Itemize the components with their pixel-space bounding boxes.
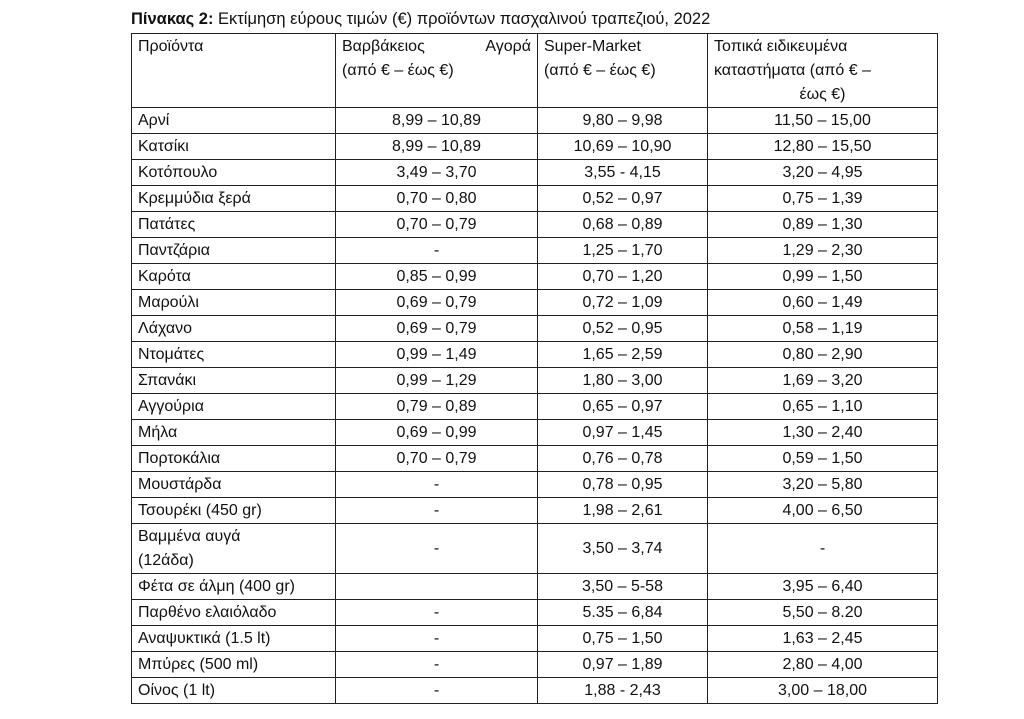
cell-product: Μήλα bbox=[132, 420, 336, 446]
cell-local: 1,63 – 2,45 bbox=[708, 626, 938, 652]
cell-super: 0,76 – 0,78 bbox=[538, 446, 708, 472]
header-local bbox=[708, 34, 938, 108]
header-market-line1: Βαρβάκειος Αγορά bbox=[342, 38, 531, 55]
cell-local: 1,30 – 2,40 bbox=[708, 420, 938, 446]
cell-product: Παντζάρια bbox=[132, 238, 336, 264]
header-row bbox=[132, 34, 938, 108]
cell-super: 0,52 – 0,97 bbox=[538, 186, 708, 212]
cell-product bbox=[132, 524, 336, 574]
cell-local: 3,20 – 5,80 bbox=[708, 472, 938, 498]
cell-super: 0,72 – 1,09 bbox=[538, 290, 708, 316]
table-row bbox=[132, 420, 938, 446]
cell-local: 0,58 – 1,19 bbox=[708, 316, 938, 342]
cell-super: 1,25 – 1,70 bbox=[538, 238, 708, 264]
cell-market: 0,85 – 0,99 bbox=[336, 264, 538, 290]
cell-product: Καρότα bbox=[132, 264, 336, 290]
cell-market: - bbox=[336, 652, 538, 678]
table-row bbox=[132, 524, 938, 574]
cell-product: Αρνί bbox=[132, 108, 336, 134]
cell-market: - bbox=[336, 626, 538, 652]
cell-super: 1,98 – 2,61 bbox=[538, 498, 708, 524]
header-product-label: Προϊόντα bbox=[138, 38, 204, 55]
table-row bbox=[132, 290, 938, 316]
header-super-line2: (από € – έως €) bbox=[544, 62, 656, 79]
cell-product: Μουστάρδα bbox=[132, 472, 336, 498]
cell-local: 3,95 – 6,40 bbox=[708, 574, 938, 600]
cell-super: 0,97 – 1,45 bbox=[538, 420, 708, 446]
cell-product: Σπανάκι bbox=[132, 368, 336, 394]
cell-market: 0,70 – 0,79 bbox=[336, 212, 538, 238]
table-row bbox=[132, 134, 938, 160]
cell-product: Λάχανο bbox=[132, 316, 336, 342]
cell-product: Οίνος (1 lt) bbox=[132, 678, 336, 704]
cell-local: 2,80 – 4,00 bbox=[708, 652, 938, 678]
cell-product: Φέτα σε άλμη (400 gr) bbox=[132, 574, 336, 600]
cell-product-line1: Βαμμένα αυγά bbox=[138, 528, 241, 545]
table-row bbox=[132, 368, 938, 394]
cell-market: - bbox=[336, 524, 538, 574]
cell-super: 1,65 – 2,59 bbox=[538, 342, 708, 368]
table-row bbox=[132, 446, 938, 472]
cell-local: 1,69 – 3,20 bbox=[708, 368, 938, 394]
cell-market: - bbox=[336, 498, 538, 524]
cell-product: Παρθένο ελαιόλαδο bbox=[132, 600, 336, 626]
table-row bbox=[132, 264, 938, 290]
table-row bbox=[132, 600, 938, 626]
cell-market: - bbox=[336, 678, 538, 704]
header-super-line1: Super-Market bbox=[544, 38, 641, 55]
cell-super: 0,70 – 1,20 bbox=[538, 264, 708, 290]
table-row bbox=[132, 108, 938, 134]
table-row bbox=[132, 316, 938, 342]
header-market bbox=[336, 34, 538, 108]
header-super bbox=[538, 34, 708, 108]
cell-local: 0,75 – 1,39 bbox=[708, 186, 938, 212]
cell-local: 0,65 – 1,10 bbox=[708, 394, 938, 420]
cell-local: 1,29 – 2,30 bbox=[708, 238, 938, 264]
cell-market: 8,99 – 10,89 bbox=[336, 108, 538, 134]
table-row bbox=[132, 498, 938, 524]
cell-super: 5.35 – 6,84 bbox=[538, 600, 708, 626]
table-row bbox=[132, 186, 938, 212]
cell-market: 0,70 – 0,80 bbox=[336, 186, 538, 212]
price-table bbox=[131, 33, 938, 704]
table-row bbox=[132, 238, 938, 264]
cell-market: 0,99 – 1,29 bbox=[336, 368, 538, 394]
cell-market: 0,99 – 1,49 bbox=[336, 342, 538, 368]
cell-market: 0,69 – 0,79 bbox=[336, 290, 538, 316]
cell-super: 0,68 – 0,89 bbox=[538, 212, 708, 238]
table-row bbox=[132, 626, 938, 652]
cell-product: Αναψυκτικά (1.5 lt) bbox=[132, 626, 336, 652]
cell-local: 4,00 – 6,50 bbox=[708, 498, 938, 524]
cell-market: - bbox=[336, 472, 538, 498]
cell-super: 0,97 – 1,89 bbox=[538, 652, 708, 678]
cell-super: 1,88 - 2,43 bbox=[538, 678, 708, 704]
cell-market: 8,99 – 10,89 bbox=[336, 134, 538, 160]
cell-local: 11,50 – 15,00 bbox=[708, 108, 938, 134]
cell-market: 0,79 – 0,89 bbox=[336, 394, 538, 420]
cell-local: 0,99 – 1,50 bbox=[708, 264, 938, 290]
table-row bbox=[132, 574, 938, 600]
table-row bbox=[132, 678, 938, 704]
cell-market: - bbox=[336, 600, 538, 626]
cell-local: 12,80 – 15,50 bbox=[708, 134, 938, 160]
table-row bbox=[132, 472, 938, 498]
cell-local: 3,00 – 18,00 bbox=[708, 678, 938, 704]
cell-market: 0,70 – 0,79 bbox=[336, 446, 538, 472]
cell-market: 3,49 – 3,70 bbox=[336, 160, 538, 186]
cell-product: Ντομάτες bbox=[132, 342, 336, 368]
table-row bbox=[132, 342, 938, 368]
cell-super: 0,78 – 0,95 bbox=[538, 472, 708, 498]
cell-product: Τσουρέκι (450 gr) bbox=[132, 498, 336, 524]
header-local-line1: Τοπικά ειδικευμένα bbox=[714, 38, 848, 55]
cell-local: 5,50 – 8.20 bbox=[708, 600, 938, 626]
cell-local: 0,89 – 1,30 bbox=[708, 212, 938, 238]
cell-product: Κρεμμύδια ξερά bbox=[132, 186, 336, 212]
cell-product: Πατάτες bbox=[132, 212, 336, 238]
header-local-line3: έως €) bbox=[799, 86, 846, 103]
cell-super: 10,69 – 10,90 bbox=[538, 134, 708, 160]
cell-super: 1,80 – 3,00 bbox=[538, 368, 708, 394]
cell-super: 3,50 – 5-58 bbox=[538, 574, 708, 600]
header-market-line2: (από € – έως €) bbox=[342, 62, 454, 79]
cell-product: Μαρούλι bbox=[132, 290, 336, 316]
cell-market bbox=[336, 574, 538, 600]
cell-super: 9,80 – 9,98 bbox=[538, 108, 708, 134]
cell-local: - bbox=[708, 524, 938, 574]
table-row bbox=[132, 394, 938, 420]
cell-super: 3,55 - 4,15 bbox=[538, 160, 708, 186]
header-product bbox=[132, 34, 336, 108]
cell-super: 0,75 – 1,50 bbox=[538, 626, 708, 652]
caption-text: Εκτίμηση εύρους τιμών (€) προϊόντων πασχαλινού τραπεζιού, 2022 bbox=[213, 10, 711, 28]
cell-product: Κατσίκι bbox=[132, 134, 336, 160]
table-row bbox=[132, 212, 938, 238]
cell-market: 0,69 – 0,79 bbox=[336, 316, 538, 342]
caption-label: Πίνακας 2: bbox=[131, 10, 214, 28]
cell-product: Κοτόπουλο bbox=[132, 160, 336, 186]
cell-market: 0,69 – 0,99 bbox=[336, 420, 538, 446]
header-local-line2: καταστήματα (από € – bbox=[714, 62, 871, 79]
table-row bbox=[132, 652, 938, 678]
cell-local: 0,60 – 1,49 bbox=[708, 290, 938, 316]
cell-product: Αγγούρια bbox=[132, 394, 336, 420]
cell-super: 0,65 – 0,97 bbox=[538, 394, 708, 420]
cell-super: 0,52 – 0,95 bbox=[538, 316, 708, 342]
cell-super: 3,50 – 3,74 bbox=[538, 524, 708, 574]
cell-product-line2: (12άδα) bbox=[138, 552, 194, 569]
cell-local: 0,80 – 2,90 bbox=[708, 342, 938, 368]
cell-product: Μπύρες (500 ml) bbox=[132, 652, 336, 678]
cell-market: - bbox=[336, 238, 538, 264]
table-caption bbox=[131, 10, 710, 29]
cell-local: 0,59 – 1,50 bbox=[708, 446, 938, 472]
cell-local: 3,20 – 4,95 bbox=[708, 160, 938, 186]
table-row bbox=[132, 160, 938, 186]
cell-product: Πορτοκάλια bbox=[132, 446, 336, 472]
